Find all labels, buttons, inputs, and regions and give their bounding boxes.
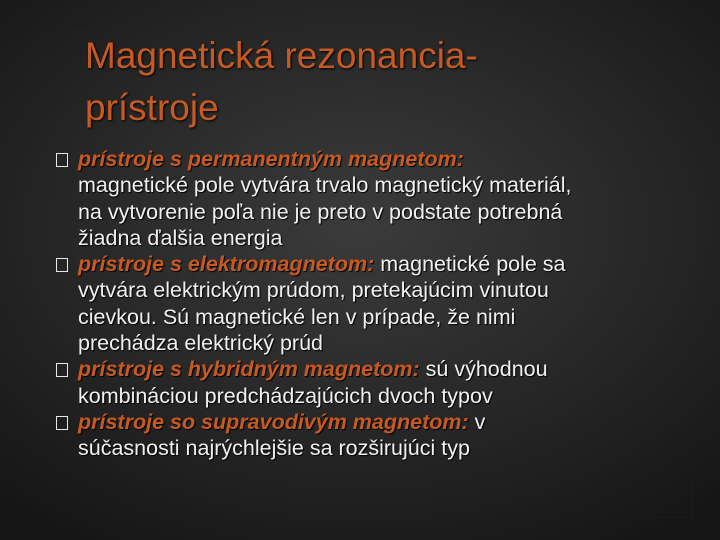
bullet-line: kombináciou predchádzajúcich dvoch typov [78,383,493,408]
bullet-term: prístroje s hybridným magnetom: [78,357,420,382]
bullet-item-hybrid-magnet [0,356,678,409]
bullet-text: magnetické pole sa [374,252,566,277]
bullet-line: na vytvorenie poľa nie je preto v podstate potrebná [78,199,563,224]
checkbox-square-icon [56,258,68,272]
bullet-line: súčasnosti najrýchlejšie sa rozširujúci typ [78,436,470,461]
bullet-first-line [78,146,678,172]
bullet-first-line [78,409,678,435]
checkbox-square-icon [56,363,68,377]
bullet-first-line [78,251,678,277]
bullet-first-line [78,356,678,382]
checkbox-square-icon [56,416,68,430]
bullet-text: v [468,409,486,434]
bullet-line: magnetické pole vytvára trvalo magnetický materiál, [78,173,572,198]
bullet-term: prístroje so supravodivým magnetom: [78,409,469,434]
bullet-line: cievkou. Sú magnetické len v prípade, že nimi [78,304,516,329]
decorative-corner-top-left [28,24,89,63]
checkbox-square-icon [56,153,68,167]
bullet-item-superconducting-magnet [0,409,678,462]
bullet-text: sú výhodnou [419,357,548,382]
slide-title-line-2: prístroje [85,87,219,128]
bullet-item-electromagnet [0,251,678,356]
bullet-term: prístroje s elektromagnetom: [78,252,375,277]
decorative-corner-bottom-right [631,479,692,518]
slide-title-line-1: Magnetická rezonancia- [85,35,478,76]
bullet-line: prechádza elektrický prúd [78,331,323,356]
bullet-term: prístroje s permanentným magnetom: [78,147,464,171]
slide-title [85,30,645,134]
bullet-line: vytvára elektrickým prúdom, pretekajúcim vinutou [78,278,549,303]
bullet-line: žiadna ďalšia energia [78,225,283,250]
bullet-list [0,146,720,462]
bullet-item-permanent-magnet [0,146,678,251]
